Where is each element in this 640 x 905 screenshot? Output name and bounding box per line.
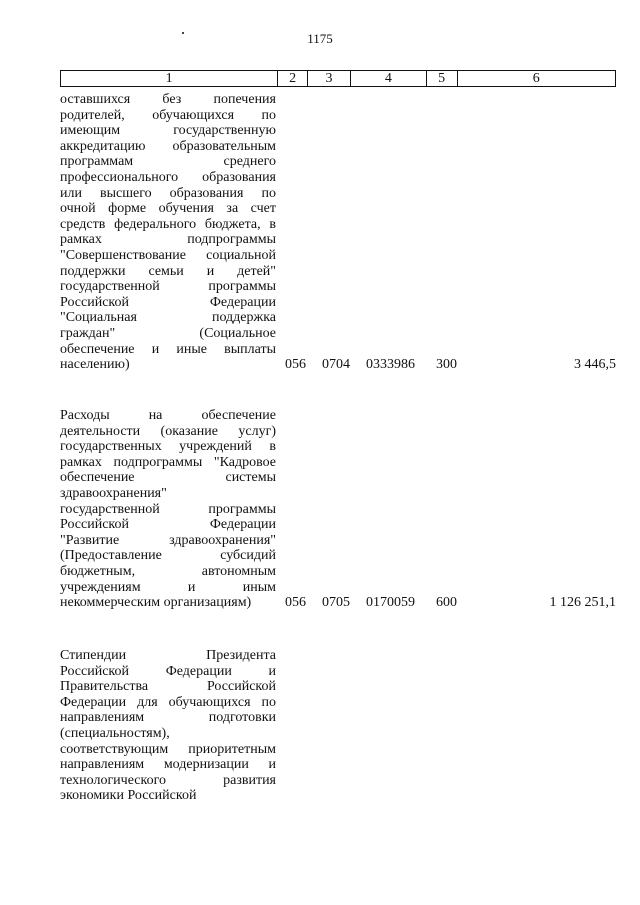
- description-line: государственной программы: [60, 501, 276, 517]
- header-col-5: 5: [427, 71, 458, 86]
- description-line: направлениям подготовки: [60, 710, 276, 726]
- header-col-3: 3: [308, 71, 351, 86]
- description-line: граждан" (Социальное: [60, 325, 276, 341]
- description-line: Правительства Российской: [60, 679, 276, 695]
- description-line: бюджетным, автономным: [60, 563, 276, 579]
- cell-c4: 0170059: [366, 595, 415, 611]
- header-col-4: 4: [351, 71, 427, 86]
- cell-c3: 0705: [322, 595, 350, 611]
- row-description: [60, 92, 276, 373]
- header-col-6: 6: [532, 71, 540, 86]
- cell-c6: 1 126 251,1: [549, 595, 616, 611]
- description-line: (специальностям),: [60, 725, 170, 741]
- description-line: Федерации для обучающихся по: [60, 694, 276, 710]
- table-header: [60, 70, 616, 87]
- description-line: рамках подпрограммы "Кадровое: [60, 454, 276, 470]
- row-description: [60, 648, 276, 804]
- description-line: Стипендии Президента: [60, 648, 276, 663]
- description-line: направлениям модернизации и: [60, 757, 276, 773]
- description-line: экономики Российской: [60, 788, 197, 804]
- description-line: государственных учреждений в: [60, 439, 276, 455]
- description-line: Расходы на обеспечение: [60, 408, 276, 423]
- description-line: учреждениям и иным: [60, 579, 276, 595]
- description-line: обеспечение системы: [60, 470, 276, 486]
- description-line: аккредитацию образовательным: [60, 138, 276, 154]
- description-line: рамках подпрограммы: [60, 232, 276, 248]
- description-line: очной форме обучения за счет: [60, 201, 276, 217]
- description-line: оставшихся без попечения: [60, 92, 276, 107]
- description-line: соответствующим приоритетным: [60, 741, 276, 757]
- cell-c4: 0333986: [366, 357, 415, 373]
- scan-dot: [182, 32, 184, 34]
- description-line: технологического развития: [60, 772, 276, 788]
- description-line: родителей, обучающихся по: [60, 107, 276, 123]
- description-line: Российской Федерации: [60, 294, 276, 310]
- description-line: поддержки семьи и детей": [60, 263, 276, 279]
- cell-c6: 3 446,5: [574, 357, 616, 373]
- description-line: профессионального образования: [60, 169, 276, 185]
- description-line: "Совершенствование социальной: [60, 247, 276, 263]
- description-line: обеспечение и иные выплаты: [60, 341, 276, 357]
- cell-c3: 0704: [322, 357, 350, 373]
- description-line: некоммерческим организациям): [60, 595, 252, 611]
- description-line: (Предоставление субсидий: [60, 548, 276, 564]
- row-description: [60, 408, 276, 611]
- header-col-1: 1: [61, 71, 278, 86]
- cell-c5: 600: [436, 595, 457, 611]
- description-line: средств федерального бюджета, в: [60, 216, 276, 232]
- description-line: Российской Федерации и: [60, 663, 276, 679]
- description-line: имеющим государственную: [60, 123, 276, 139]
- description-line: "Развитие здравоохранения": [60, 532, 276, 548]
- page-number: 1175: [307, 31, 333, 46]
- description-line: программам среднего: [60, 154, 276, 170]
- cell-c2: 056: [285, 595, 306, 611]
- description-line: или высшего образования по: [60, 185, 276, 201]
- cell-c5: 300: [436, 357, 457, 373]
- description-line: деятельности (оказание услуг): [60, 423, 276, 439]
- description-line: государственной программы: [60, 279, 276, 295]
- header-col-2: 2: [278, 71, 308, 86]
- description-line: Российской Федерации: [60, 517, 276, 533]
- cell-c2: 056: [285, 357, 306, 373]
- description-line: населению): [60, 357, 130, 373]
- description-line: "Социальная поддержка: [60, 310, 276, 326]
- description-line: здравоохранения": [60, 485, 167, 501]
